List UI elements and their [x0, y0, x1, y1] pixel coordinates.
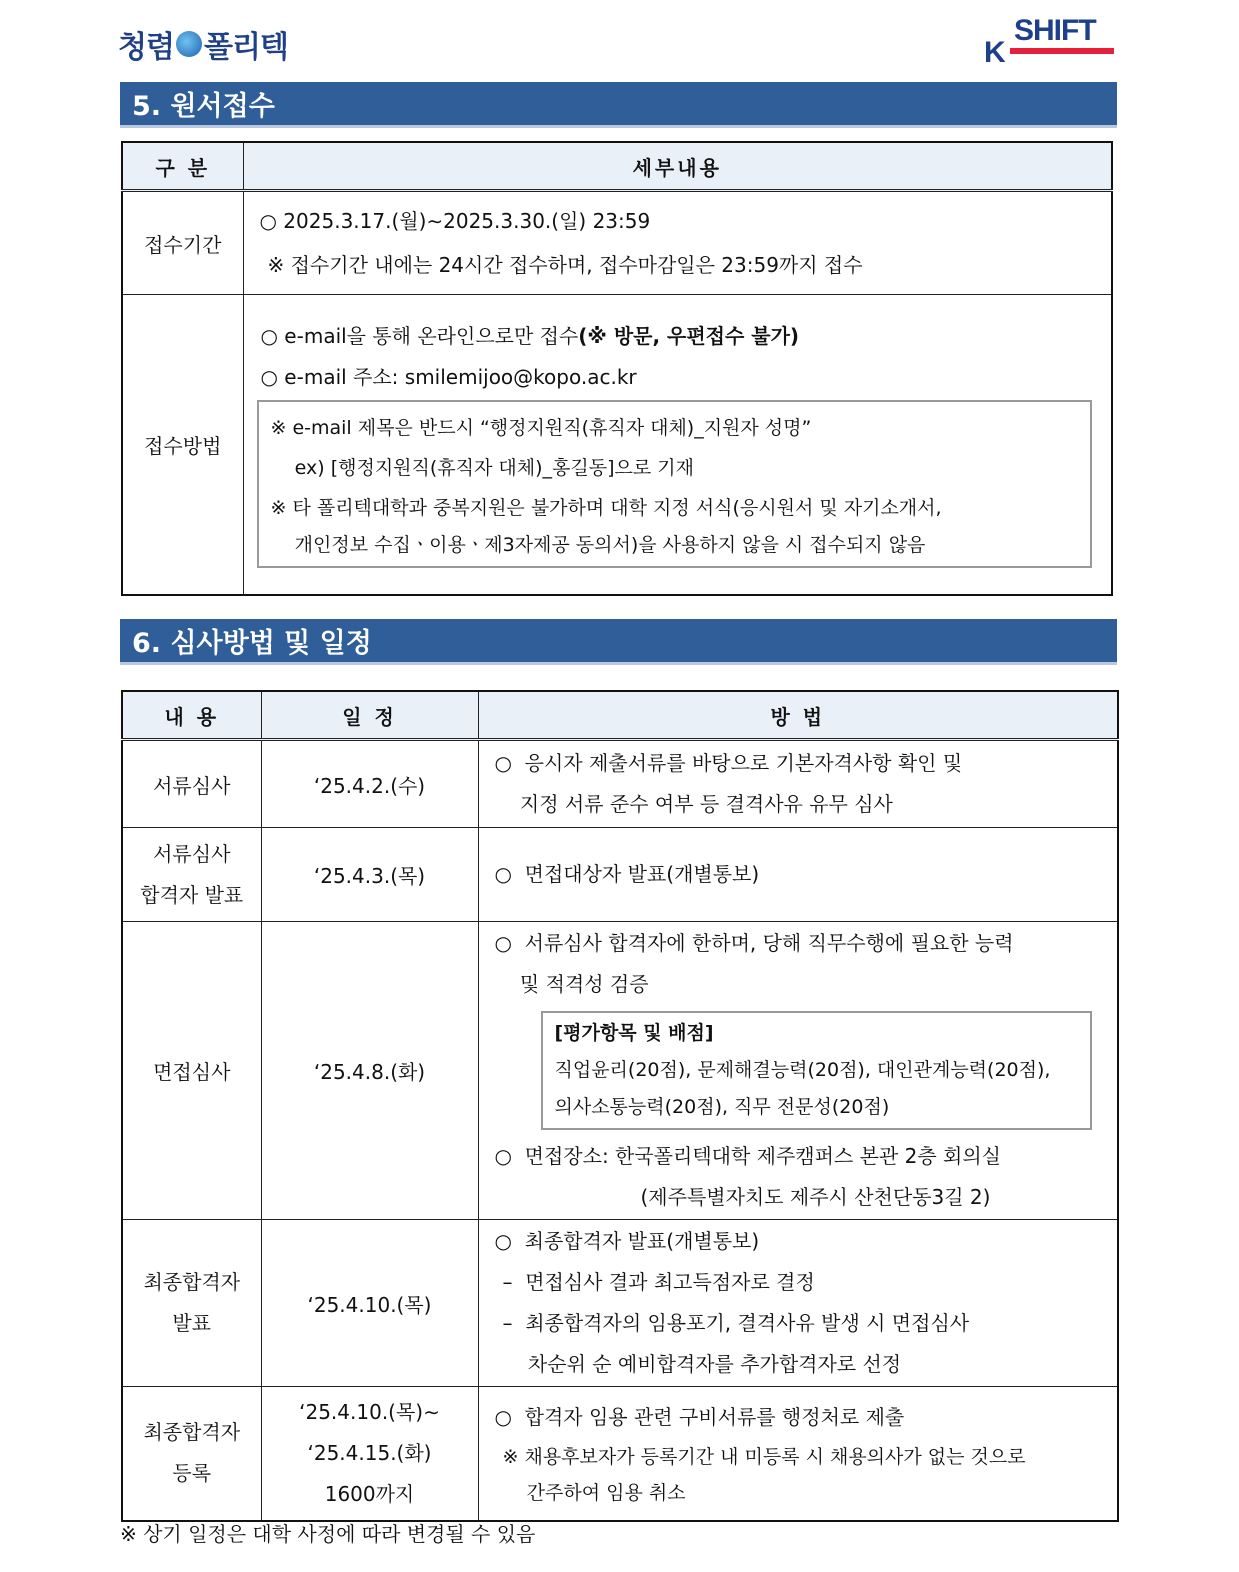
logo-left-text-b: 폴리텍: [203, 30, 288, 65]
box-line4: 개인정보 수집ㆍ이용ㆍ제3자제공 동의서)을 사용하지 않을 시 접수되지 않음: [270, 534, 926, 557]
evaluation-title: [평가항목 및 배점]: [554, 1022, 714, 1044]
method-line1: [245, 316, 1111, 357]
method-line1-bold: (※ 방문, 우편접수 불가): [578, 324, 800, 349]
schedule-line: ‘25.4.15.(화): [307, 1440, 432, 1465]
content-line: 최종합격자: [143, 1270, 241, 1294]
content-line: 발표: [172, 1311, 212, 1335]
section6-title: 6. 심사방법 및 일정: [120, 619, 1117, 665]
col-content-header: 내 용: [122, 691, 261, 740]
row-content: [122, 1387, 261, 1521]
logo-k-text: K: [984, 36, 1006, 69]
table-row: [122, 1220, 1118, 1387]
table-row: [122, 740, 1118, 828]
col-method-header: 방 법: [478, 691, 1118, 740]
row-content: [122, 828, 261, 922]
row-content: [122, 1220, 261, 1387]
row-method: [478, 1387, 1118, 1521]
logo-kshift: [984, 14, 1116, 68]
table-row: [122, 828, 1118, 922]
logo-red-bar: [1010, 48, 1114, 54]
schedule-table: [121, 690, 1119, 1522]
period-detail: [243, 191, 1112, 295]
method-line: – 최종합격자의 임용포기, 결격사유 발생 시 면접심사: [502, 1311, 970, 1335]
row-schedule: ‘25.4.8.(화): [261, 922, 478, 1220]
row-schedule: ‘25.4.3.(목): [261, 828, 478, 922]
method-line1-text: ○ e-mail을 통해 온라인으로만 접수: [260, 324, 579, 349]
logo-shift-text: SHIFT: [1014, 14, 1096, 47]
schedule-line: ‘25.4.10.(목)∼: [299, 1399, 440, 1424]
method-line: ○ 면접대상자 발표(개별통보): [494, 862, 760, 886]
method-line: ○ 최종합격자 발표(개별통보): [494, 1229, 760, 1253]
content-line: 최종합격자: [143, 1420, 241, 1445]
col-detail-header: 세부내용: [243, 142, 1112, 191]
row-method: [478, 922, 1118, 1220]
row-content: 면접심사: [122, 922, 261, 1220]
table-row: [122, 922, 1118, 1220]
method-line: ○ 응시자 제출서류를 바탕으로 기본자격사항 확인 및: [494, 751, 963, 775]
evaluation-line: 직업윤리(20점), 문제해결능력(20점), 대인관계능력(20점),: [554, 1059, 1051, 1081]
method-line: ※ 채용후보자가 등록기간 내 미등록 시 채용의사가 없는 것으로: [502, 1445, 1026, 1468]
row-schedule: [261, 1387, 478, 1521]
schedule-line: 1600까지: [324, 1481, 415, 1506]
row-schedule: ‘25.4.10.(목): [261, 1220, 478, 1387]
content-line: 합격자 발표: [140, 882, 244, 907]
application-table: [121, 141, 1113, 596]
method-line: ○ 합격자 임용 관련 구비서류를 행정처로 제출: [494, 1404, 905, 1429]
box-line2: ex) [행정지원직(휴직자 대체)_홍길동]으로 기재: [270, 457, 694, 480]
evaluation-box: [541, 1011, 1093, 1130]
section5-title: 5. 원서접수: [120, 82, 1117, 128]
row-content: 서류심사: [122, 740, 261, 828]
method-line: 차순위 순 예비합격자를 추가합격자로 선정: [502, 1352, 902, 1376]
col-schedule-header: 일 정: [261, 691, 478, 740]
schedule-footnote: ※ 상기 일정은 대학 사정에 따라 변경될 수 있음: [120, 1522, 536, 1546]
period-line1: ○ 2025.3.17.(월)∼2025.3.30.(일) 23:59: [259, 209, 651, 233]
period-label: 접수기간: [122, 191, 243, 295]
logo-globe-icon: [176, 31, 202, 57]
box-line3: ※ 타 폴리텍대학과 중복지원은 불가하며 대학 지정 서식(응시원서 및 자기소개서,: [270, 497, 942, 520]
method-line: (제주특별자치도 제주시 산천단동3길 2): [640, 1185, 991, 1209]
method-line: 및 적격성 검증: [494, 972, 649, 996]
col-category-header: 구 분: [122, 142, 243, 191]
logo-left-text-a: 청렴: [118, 30, 174, 65]
method-line: ○ 면접장소: 한국폴리텍대학 제주캠퍼스 본관 2층 회의실: [494, 1144, 1001, 1168]
table-row: [122, 1387, 1118, 1521]
method-line: 지정 서류 준수 여부 등 결격사유 유무 심사: [494, 792, 893, 816]
box-line1: ※ e-mail 제목은 반드시 “행정지원직(휴직자 대체)_지원자 성명”: [270, 417, 812, 440]
row-schedule: ‘25.4.2.(수): [261, 740, 478, 828]
method-label: 접수방법: [122, 295, 243, 595]
row-method: [478, 1220, 1118, 1387]
content-line: 서류심사: [153, 841, 231, 866]
row-method: [478, 828, 1118, 922]
method-notice-box: [257, 400, 1093, 568]
row-method: [478, 740, 1118, 828]
method-line: – 면접심사 결과 최고득점자로 결정: [502, 1270, 815, 1294]
period-line2: ※ 접수기간 내에는 24시간 접수하며, 접수마감일은 23:59까지 접수: [267, 253, 863, 277]
method-line: 간주하여 임용 취소: [502, 1481, 686, 1504]
logo-cheongryeom-polytech: [118, 20, 288, 68]
evaluation-line: 의사소통능력(20점), 직무 전문성(20점): [554, 1096, 890, 1118]
method-line: ○ 서류심사 합격자에 한하며, 당해 직무수행에 필요한 능력: [494, 931, 1014, 955]
method-line2: ○ e-mail 주소: smilemijoo@kopo.ac.kr: [260, 365, 637, 390]
method-detail: [243, 295, 1112, 595]
content-line: 등록: [172, 1461, 212, 1486]
